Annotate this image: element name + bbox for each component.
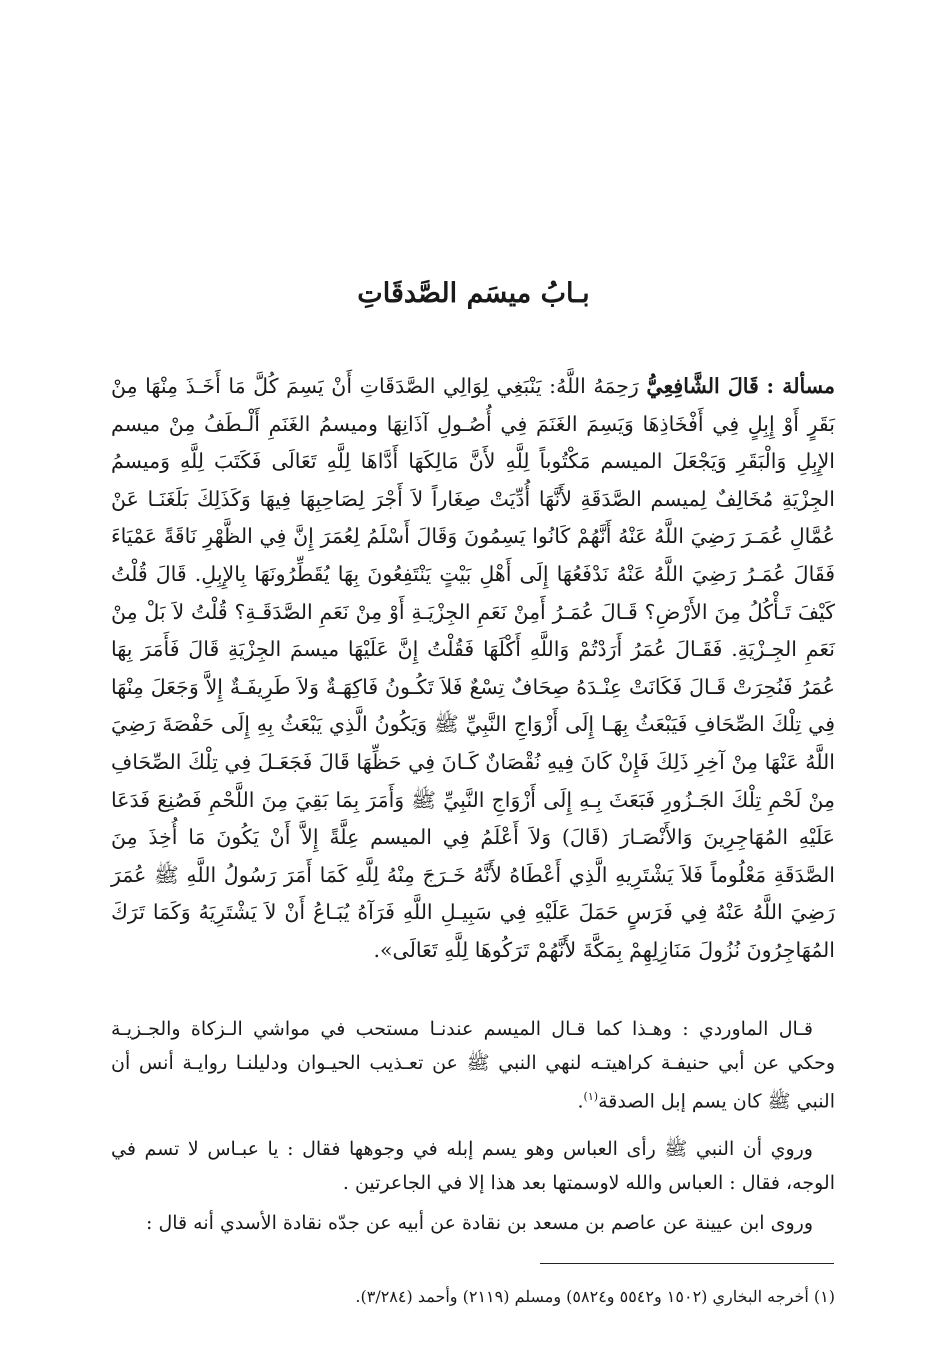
masala-text: رَحِمَهُ اللَّهُ: يَنْبَغِي لِوَالِي الصَّدَقَاتِ أَنْ يَسِمَ كُلَّ مَا أَخَـذَ مِنْهَا مِنْ بَقَرٍ أَوْ إِبِلٍ فِي أَفْخَاذِهَا وَيَسِمَ الغَنَمَ فِي أُصُـولِ آذَانِهَا وميسمُ الغَنَمِ أَلْـطَفُ مِنْ ميسم الإِبِلِ وَالْبَقَرِ وَيَجْعَلَ الميسم مَكْتُوباً لِلَّهِ لأَنَّ مَالِكَهَا أَدَّاهَا لِلَّهِ تَعَالَى فَكَتَبَ لِلَّهِ وَميسمُ الجِزْيَةِ مُخَالِفٌ لِميسم الصَّدَقَةِ لأَنَّهَا أُدِّيَتْ صِغَاراً لاَ أَجْرَ لِصَاحِبِهَا فِيهَا وَكَذَلِكَ بَلَغَنَـا عَنْ عُمَّالِ عُمَـرَ رَضِيَ اللَّهُ عَنْهُ أَنَّهُمْ كَانُوا يَسِمُونَ وَقَالَ أَسْلَمُ لِعُمَرَ إِنَّ فِي الظَّهْرِ نَاقَةً عَمْيَاءَ فَقَالَ عُمَـرُ رَضِيَ اللَّهُ عَنْهُ نَدْفَعُهَا إِلَى أَهْلِ بَيْتٍ يَنْتَفِعُونَ بِهَا يُقَطِّرُونَهَا بِالإِبِلِ. قَالَ قُلْتُ كَيْفَ تَـأْكُلُ مِنَ الأَرْضِ؟ قَـالَ عُمَـرُ أَمِنْ نَعَمِ الجِزْيَـةِ أَوْ مِنْ نَعَمِ الصَّدَقَـةِ؟ قُلْتُ لاَ بَلْ مِنْ نَعَمِ الجِـزْيَةِ. فَقَـالَ عُمَرُ أَرَدْتُمْ وَاللَّهِ أَكْلَهَا فَقُلْتُ إِنَّ عَلَيْهَا ميسمَ الجِزْيَةِ قَالَ فَأَمَرَ بِهَا عُمَرُ فَنُحِرَتْ قَـالَ فَكَانَتْ عِنْـدَهُ صِحَافٌ تِسْعٌ فَلاَ تَكُـونُ فَاكِهَـةٌ وَلاَ طَرِيفَـةٌ إِلاَّ وَجَعَلَ مِنْهَا فِي تِلْكَ الصِّحَافِ فَيَبْعَثُ بِهَـا إِلَى أَزْوَاجِ النَّبِيِّ ﷺ وَيَكُونُ الَّذِي يَبْعَثُ بِهِ إِلَى حَفْصَةَ رَضِيَ اللَّهُ عَنْهَا مِنْ آخِرِ ذَلِكَ فَإِنْ كَانَ فِيهِ نُقْصَانٌ كَـانَ فِي حَظِّهَا قَالَ فَجَعَـلَ فِي تِلْكَ الصِّحَافِ مِنْ لَحْمِ تِلْكَ الجَـزُورِ فَبَعَثَ بِـهِ إِلَى أَزْوَاجِ النَّبِيِّ ﷺ وَأَمَرَ بِمَا بَقِيَ مِنَ اللَّحْمِ فَصُنِعَ فَدَعَا عَلَيْهِ المُهَاجِرِينَ وَالأَنْصَـارَ (قَالَ) وَلاَ أَعْلَمُ فِي الميسم عِلَّةً إِلاَّ أَنْ يَكُونَ مَا أُخِذَ مِنَ الصَّدَقَةِ مَعْلُوماً فَلاَ يَشْتَرِيهِ الَّذِي أَعْطَاهُ لأَنَّهُ خَـرَجَ مِنْهُ لِلَّهِ كَمَا أَمَرَ رَسُولُ اللَّهِ ﷺ عُمَرَ رَضِيَ اللَّهُ عَنْهُ فِي فَرَسٍ حَمَلَ عَلَيْهِ فِي سَبِيـلِ اللَّهِ فَرَآهُ يُبَـاعُ أَنْ لاَ يَشْتَرِيَهُ وَكَمَا تَرَكَ المُهَاجِرُونَ نُزُولَ مَنَازِلِهِمْ بِمَكَّةَ لأَنَّهُمْ تَرَكُوهَا لِلَّهِ تَعَالَى». xyxy=(111,374,835,962)
riwaya-paragraph-1: وروي أن النبي ﷺ رأى العباس وهو يسم إبله في وجوهها فقال : يا عبـاس لا تسم في الوجه، فقال : العباس والله لاوسمتها بعد هذا إلا في الجاعرتين . xyxy=(111,1138,835,1194)
chapter-title: بـابُ ميسَم الصَّدقَاتِ xyxy=(357,278,590,309)
masala-paragraph xyxy=(111,368,835,970)
footnote-reference[interactable]: (١) xyxy=(583,1090,599,1103)
footnote-number: (١) xyxy=(813,1287,835,1306)
footnote-text: أخرجه البخاري (١٥٠٢ و٥٥٤٢ و٥٨٢٤) ومسلم (٢١١٩) وأحمد (٣/٢٨٤). xyxy=(355,1287,809,1306)
mawardi-text: قـال الماوردي : وهـذا كما قـال الميسم عندنـا مستحب في مواشي الـزكاة والجـزيـة وحكي عن أبي حنيفـة كراهيتـه لنهي النبي ﷺ عن تعـذيب الحيـوان ودليلنـا روايـة أنس أن النبي ﷺ كان يسم إبل الصدقة xyxy=(111,1018,835,1113)
footnote xyxy=(111,1284,835,1310)
mawardi-paragraph xyxy=(111,1012,835,1118)
masala-label: مسألة : xyxy=(766,374,835,398)
masala-author: قَالَ الشَّافِعِيُّ xyxy=(646,374,759,398)
footnote-divider xyxy=(540,1263,834,1264)
mawardi-end: . xyxy=(577,1090,584,1113)
riwaya-paragraph-2: وروى ابن عيينة عن عاصم بن مسعد بن نقادة عن أبيه عن جدّه نقادة الأسدي أنه قال : xyxy=(146,1212,813,1234)
